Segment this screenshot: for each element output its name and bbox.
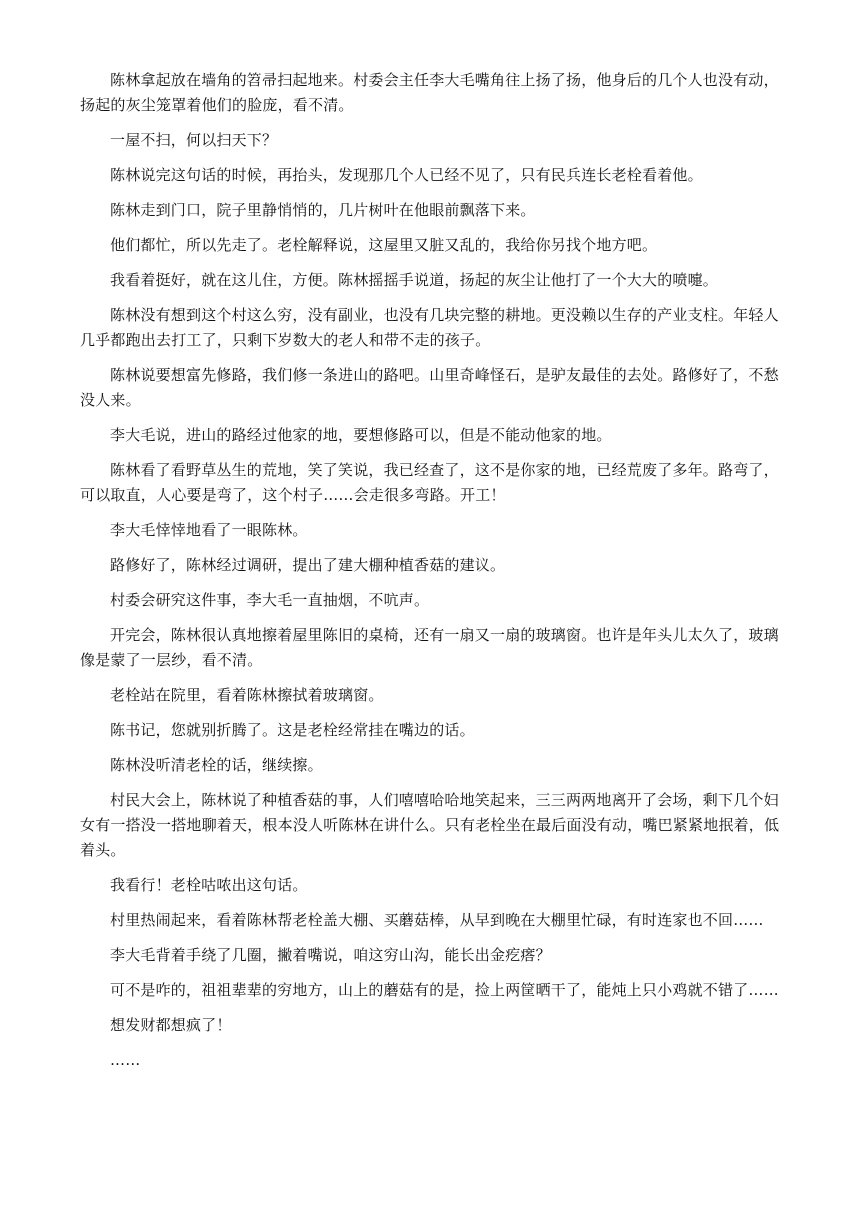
paragraph: 他们都忙，所以先走了。老栓解释说，这屋里又脏又乱的，我给你另找个地方吧。 [110,236,658,254]
paragraph: 村里热闹起来，看着陈林帮老栓盖大棚、买蘑菇棒，从早到晚在大棚里忙碌，有时连家也不回…… [110,911,764,929]
paragraph: 李大毛悻悻地看了一眼陈林。 [110,521,308,539]
paragraph: 路修好了，陈林经过调研，提出了建大棚种植香菇的建议。 [110,556,506,574]
paragraph: 陈林没有想到这个村这么穷，没有副业，也没有几块完整的耕地。更没赖以生存的产业支柱。年轻人几乎都跑出去打工了，只剩下岁数大的老人和带不走的孩子。 [80,306,779,349]
paragraph: 想发财都想疯了！ [110,1016,232,1034]
paragraph: 村民大会上，陈林说了种植香菇的事，人们嘻嘻哈哈地笑起来，三三两两地离开了会场，剩下几个妇女有一搭没一搭地聊着天，根本没人听陈林在讲什么。只有老栓坐在最后面没有动，嘴巴紧紧地抿着，低着头。 [80,791,780,859]
paragraph: 一屋不扫，何以扫天下？ [110,131,278,149]
paragraph: 李大毛背着手绕了几圈，撇着嘴说，咱这穷山沟，能长出金疙瘩？ [110,946,551,964]
paragraph: 我看行！老栓咕哝出这句话。 [110,876,308,894]
paragraph: 李大毛说，进山的路经过他家的地，要想修路可以，但是不能动他家的地。 [110,426,612,444]
paragraph: 陈林没听清老栓的话，继续擦。 [110,756,323,774]
paragraph: 可不是咋的，祖祖辈辈的穷地方，山上的蘑菇有的是，捡上两筐晒干了，能炖上只小鸡就不错了…… [110,981,779,999]
paragraph: 陈林走到门口，院子里静悄悄的，几片树叶在他眼前飘落下来。 [110,201,536,219]
paragraph: 老栓站在院里，看着陈林擦拭着玻璃窗。 [110,686,384,704]
story-text [80,68,780,1083]
paragraph: …… [110,1051,141,1069]
paragraph: 我看着挺好，就在这儿住，方便。陈林摇摇手说道，扬起的灰尘让他打了一个大大的喷嚏。 [110,271,719,289]
paragraph: 陈林看了看野草丛生的荒地，笑了笑说，我已经查了，这不是你家的地，已经荒废了多年。路弯了，可以取直，人心要是弯了，这个村子……会走很多弯路。开工！ [80,461,779,504]
paragraph: 陈林说完这句话的时候，再抬头，发现那几个人已经不见了，只有民兵连长老栓看着他。 [110,166,703,184]
paragraph: 陈书记，您就别折腾了。这是老栓经常挂在嘴边的话。 [110,721,475,739]
paragraph: 村委会研究这件事，李大毛一直抽烟，不吭声。 [110,591,430,609]
paragraph: 开完会，陈林很认真地擦着屋里陈旧的桌椅，还有一扇又一扇的玻璃窗。也许是年头儿太久了，玻璃像是蒙了一层纱，看不清。 [80,626,779,669]
paragraph: 陈林拿起放在墙角的笤帚扫起地来。村委会主任李大毛嘴角往上扬了扬，他身后的几个人也没有动，扬起的灰尘笼罩着他们的脸庞，看不清。 [80,71,779,114]
paragraph: 陈林说要想富先修路，我们修一条进山的路吧。山里奇峰怪石，是驴友最佳的去处。路修好了，不愁没人来。 [80,366,779,409]
